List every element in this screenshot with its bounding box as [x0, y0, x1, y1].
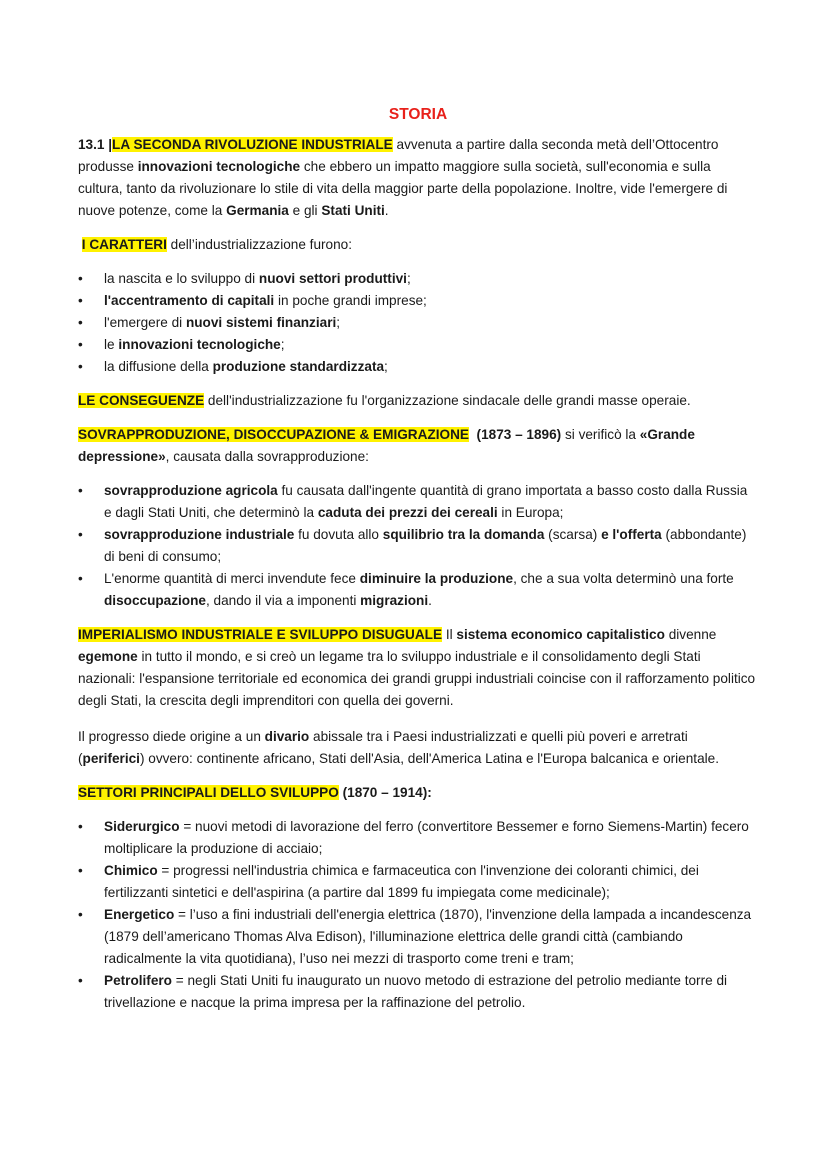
list-item: • la diffusione della produzione standardizzata; [78, 356, 758, 378]
date-range: (1870 – 1914): [338, 785, 432, 800]
caratteri-heading-line: I CARATTERI dell’industrializzazione furono: [81, 237, 353, 252]
list-item: • la nascita e lo sviluppo di nuovi settori produttivi; [78, 268, 758, 290]
section-number: 13.1 | [78, 137, 113, 152]
date-range: (1873 – 1896) [476, 427, 562, 442]
sovrapproduzione-paragraph: SOVRAPPRODUZIONE, DISOCCUPAZIONE & EMIGRAZIONE (1873 – 1896) si verificò la «Grande depressione», causata dalla sovrapproduzione: [78, 427, 695, 464]
list-item: • le innovazioni tecnologiche; [78, 334, 758, 356]
list-item: • Petrolifero = negli Stati Uniti fu inaugurato un nuovo metodo di estrazione del petrolio mediante torre di trivellazione e nacque la prima impresa per la raffinazione del petrolio. [78, 970, 758, 1014]
list-item: • l'emergere di nuovi sistemi finanziari; [78, 312, 758, 334]
heading-imperialismo: IMPERIALISMO INDUSTRIALE E SVILUPPO DISUGUALE [78, 627, 443, 642]
intro-paragraph: 13.1 |LA SECONDA RIVOLUZIONE INDUSTRIALE avvenuta a partire dalla seconda metà dell’Ottocentro produsse innovazioni tecnologiche che ebbero un impatto maggiore sulla società, sull'economia e sulla cultura, tanto da rivoluzionare lo stile di vita della maggior parte della popolazione. Inoltre, vide l'emergere di nuove potenze, come la Germania e gli Stati Uniti. [78, 137, 728, 218]
heading-conseguenze: LE CONSEGUENZE [78, 393, 205, 408]
page-title: STORIA [388, 106, 448, 123]
list-item: • Energetico = l’uso a fini industriali dell'energia elettrica (1870), l'invenzione della lampada a incandescenza (1879 dell’americano Thomas Alva Edison), l'illuminazione elettrica delle grandi città (cambiando radicalmente la vita quotidiana), l’uso nei mezzi di trasporto come treni e tram; [78, 904, 758, 970]
settori-list [78, 816, 758, 1014]
list-item: • L'enorme quantità di merci invendute fece diminuire la produzione, che a sua volta determinò una forte disoccupazione, dando il via a imponenti migrazioni. [78, 568, 758, 612]
settori-heading-line [78, 782, 758, 804]
list-item: • l'accentramento di capitali in poche grandi imprese; [78, 290, 758, 312]
list-item: • sovrapproduzione industriale fu dovuta allo squilibrio tra la domanda (scarsa) e l'offerta (abbondante) di beni di consumo; [78, 524, 758, 568]
heading-caratteri: I CARATTERI [81, 237, 167, 252]
list-item: • Siderurgico = nuovi metodi di lavorazione del ferro (convertitore Bessemer e forno Siemens-Martin) fecero moltiplicare la produzione di acciaio; [78, 816, 758, 860]
caratteri-list [78, 268, 758, 378]
progresso-paragraph: Il progresso diede origine a un divario abissale tra i Paesi industrializzati e quelli più poveri e arretrati (periferici) ovvero: continente africano, Stati dell'Asia, dell'America Latina e l'Europa balcanica e orientale. [78, 729, 720, 766]
list-item: • Chimico = progressi nell'industria chimica e farmaceutica con l'invenzione dei coloranti chimici, dei fertilizzanti sintetici e dell'aspirina (a partire dal 1899 fu impiegata come medicinale); [78, 860, 758, 904]
list-item: • sovrapproduzione agricola fu causata dall'ingente quantità di grano importata a basso costo dalla Russia e dagli Stati Uniti, che determinò la caduta dei prezzi dei cereali in Europa; [78, 480, 758, 524]
sovrapproduzione-list [78, 480, 758, 612]
imperialismo-paragraph: IMPERIALISMO INDUSTRIALE E SVILUPPO DISUGUALE Il sistema economico capitalistico divenne egemone in tutto il mondo, e si creò un legame tra lo sviluppo industriale e il consolidamento degli Stati nazionali: l'espansione territoriale ed economica dei grandi gruppi industriali coincise con il rafforzamento politico degli Stati, la crescita degli imprenditori con quella dei governi. [78, 627, 756, 708]
heading-sovrapproduzione: SOVRAPPRODUZIONE, DISOCCUPAZIONE & EMIGRAZIONE [78, 427, 469, 442]
heading-seconda-rivoluzione: LA SECONDA RIVOLUZIONE INDUSTRIALE [112, 137, 393, 152]
heading-settori: SETTORI PRINCIPALI DELLO SVILUPPO [78, 785, 339, 800]
conseguenze-paragraph: LE CONSEGUENZE dell'industrializzazione fu l'organizzazione sindacale delle grandi masse operaie. [78, 393, 691, 408]
